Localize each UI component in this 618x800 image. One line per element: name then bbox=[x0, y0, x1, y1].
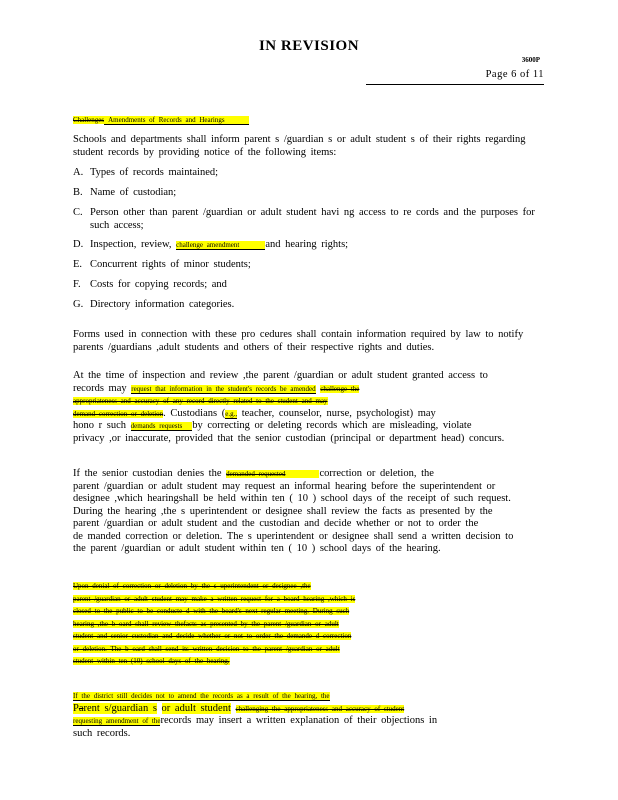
paragraph-line: At the time of inspection and review ,the parent /guardian or adult student granted access to bbox=[73, 370, 488, 381]
section-heading bbox=[73, 114, 543, 127]
list-item bbox=[73, 259, 543, 279]
paragraph-text: records may bbox=[73, 382, 127, 394]
paragraph-line: parent /guardian or adult student may request an informal hearing before the superintendent or bbox=[73, 480, 496, 492]
paragraph-line: parent /guardian or adult student and the custodian and decide whether or not to order the bbox=[73, 518, 479, 529]
list-letter: F. bbox=[73, 279, 81, 290]
list-item bbox=[73, 299, 543, 319]
struck-text: challenge the bbox=[320, 384, 360, 393]
struck-line: parent /guardian or adult student may make a written request for a board hearing ,which is bbox=[73, 594, 356, 603]
struck-line: student within ten (10) school days of the hearing. bbox=[73, 657, 230, 665]
list-text: Types of records maintained; bbox=[90, 167, 219, 178]
heading-text: Amendments of Records and Hearings bbox=[104, 116, 248, 125]
list-item bbox=[73, 239, 543, 259]
struck-line: hearing ,the b oard shall review thefacts as presented by the parent /guardian or adult bbox=[73, 619, 339, 628]
list-letter: C. bbox=[73, 207, 83, 218]
list-text: Inspection, review, bbox=[90, 239, 172, 250]
intro-paragraph: Schools and departments shall inform parent s /guardian s or adult student s of their rights regarding student records by providing notice of the following items: bbox=[73, 134, 526, 158]
list-text: Person other than parent /guardian or adult student havi ng access to re cords and the purposes for such access; bbox=[90, 207, 535, 231]
struck-line: Upon denial of correction or deletion by the s uperintendent or designee ,the bbox=[73, 582, 311, 590]
paragraph-text: teacher, counselor, nurse, psychologist) may bbox=[241, 407, 436, 419]
list-letter: E. bbox=[73, 259, 83, 270]
struck-text: demanded requested bbox=[226, 470, 286, 478]
struck-text: a bbox=[78, 702, 84, 714]
list-text: Concurrent rights of minor students; bbox=[90, 259, 251, 270]
paragraph-line: privacy ,or inaccurate, provided that the senior custodian (principal or department head) concurs. bbox=[73, 432, 505, 444]
list-letter: G. bbox=[73, 299, 84, 310]
items-list bbox=[73, 167, 543, 319]
list-letter: A. bbox=[73, 167, 84, 178]
list-text: and hearing rights; bbox=[265, 239, 349, 250]
inspection-paragraph bbox=[73, 370, 543, 445]
page-number: Page 6 of 11 bbox=[485, 69, 544, 80]
list-letter: B. bbox=[73, 187, 83, 198]
struck-text: appropriateness and accuracy of any record directly related to the student and may bbox=[73, 397, 328, 405]
inserted-text: requesting amendment of the bbox=[73, 717, 161, 725]
list-item bbox=[73, 279, 543, 299]
list-text: Directory information categories. bbox=[90, 299, 235, 310]
inserted-text: rent s/guardian s bbox=[83, 702, 157, 714]
struck-line: or deletion. The b oard shall send its written decision to the parent /guardian or adult bbox=[73, 644, 340, 653]
policy-number: 3600P bbox=[521, 56, 540, 64]
paragraph-text: . Custodians ( bbox=[163, 407, 226, 419]
inserted-text: request that information in the student's records be amended bbox=[131, 384, 316, 393]
inserted-text: e.g., bbox=[225, 409, 238, 418]
paragraph-text: records may insert a written explanation of their objections in bbox=[160, 715, 438, 726]
struck-text: demand correction or deletion bbox=[73, 409, 164, 418]
struck-line: student and senior custodian and decide whether or not to order the demande d correction bbox=[73, 632, 352, 640]
paragraph-text: by correcting or deleting records which are misleading, violate bbox=[192, 420, 472, 431]
document-title: IN REVISION bbox=[258, 38, 360, 54]
paragraph-text: correction or deletion, the bbox=[319, 468, 434, 479]
list-text: Name of custodian; bbox=[90, 187, 177, 198]
paragraph-line: During the hearing ,the s uperintendent or designee shall review the facts as presented by the bbox=[73, 505, 493, 517]
inserted-text: challenge amendment bbox=[176, 241, 265, 250]
list-text: Costs for copying records; and bbox=[90, 279, 227, 290]
inserted-text: demands requests bbox=[131, 422, 193, 431]
paragraph-line: the parent /guardian or adult student within ten ( 10 ) school days of the hearing. bbox=[73, 543, 441, 554]
paragraph-line: designee ,which hearingshall be held within ten ( 10 ) school days of the receipt of such request. bbox=[73, 493, 511, 504]
struck-text: challenging the appropriateness and accuracy of student bbox=[235, 704, 405, 713]
heading-struck-word: Challenges bbox=[73, 116, 105, 124]
denial-paragraph bbox=[73, 468, 543, 556]
struck-paragraph bbox=[73, 580, 543, 668]
list-item bbox=[73, 167, 543, 187]
paragraph-text: If the senior custodian denies the bbox=[73, 468, 222, 479]
final-paragraph bbox=[73, 690, 543, 740]
list-item bbox=[73, 187, 543, 207]
paragraph-line: de manded correction or deletion. The s uperintendent or designee shall send a written decision to bbox=[73, 530, 514, 542]
struck-line: closed to the public to be conducte d with the board's next regular meeting. During such bbox=[73, 607, 350, 615]
inserted-text: P bbox=[73, 702, 79, 714]
paragraph-text: hono r such bbox=[73, 420, 126, 431]
list-item bbox=[73, 207, 543, 239]
forms-paragraph: Forms used in connection with these pro cedures shall contain information required by law to notify parents /guardians ,adult students and others of their respective rights and duties. bbox=[73, 329, 524, 353]
header-rule bbox=[366, 84, 544, 85]
paragraph-text: or adult student bbox=[161, 702, 231, 714]
list-letter: D. bbox=[73, 239, 84, 250]
paragraph-line: such records. bbox=[73, 727, 131, 739]
inserted-text: If the district still decides not to amend the records as a result of the hearing, the bbox=[73, 692, 330, 700]
